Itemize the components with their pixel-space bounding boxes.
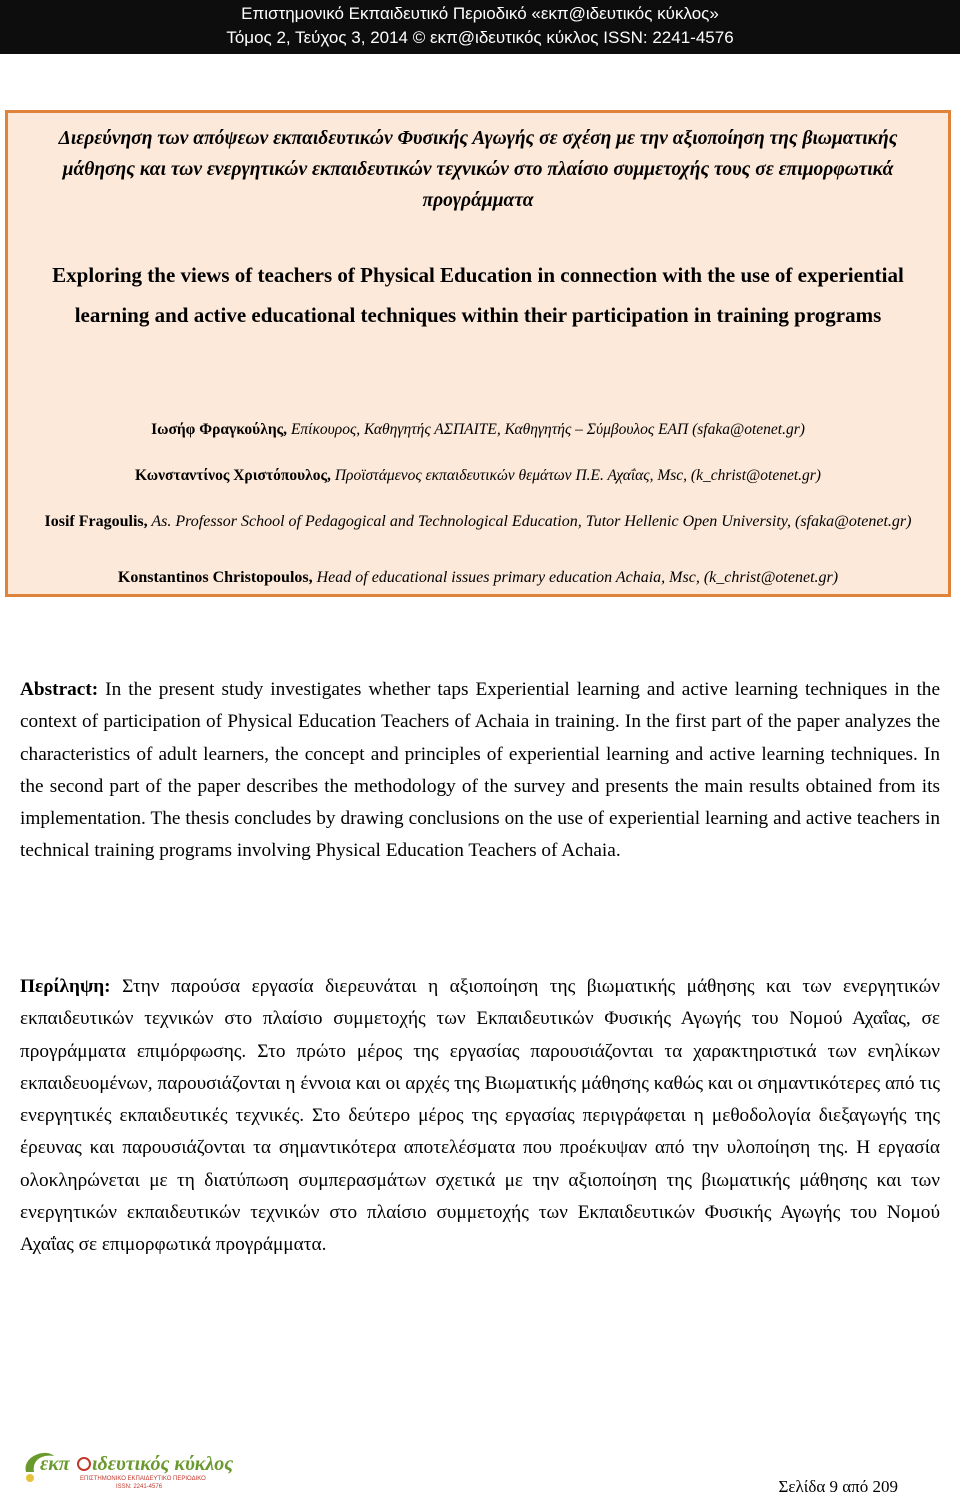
abstract-label: Abstract: — [20, 679, 99, 700]
abstract-paragraph — [20, 674, 940, 868]
title-box — [5, 110, 951, 597]
author-2 — [28, 465, 928, 486]
title-greek: Διερεύνηση των απόψεων εκπαιδευτικών Φυσικής Αγωγής σε σχέση με την αξιοποίηση της βιωματικής μάθησης και των ενεργητικών εκπαιδευτικών τεχνικών στο πλαίσιο συμμετοχής τους σε επιμορφωτικά προγράμματα — [58, 128, 898, 211]
perilipsi-paragraph — [20, 971, 940, 1262]
author-1 — [28, 419, 928, 440]
author-1-name: Ιωσήφ Φραγκούλης, — [151, 421, 288, 438]
author-4-name: Konstantinos Christopoulos, — [117, 569, 313, 586]
perilipsi-label: Περίληψη: — [20, 976, 111, 997]
svg-text:ISSN: 2241-4576: ISSN: 2241-4576 — [116, 1484, 163, 1490]
svg-text:ιδευτικός κύκλος: ιδευτικός κύκλος — [92, 1453, 234, 1475]
perilipsi-text: Στην παρούσα εργασία διερευνάται η αξιοποίηση της βιωματικής μάθησης και των ενεργητικών εκπαιδευτικών τεχνικών στο πλαίσιο συμμετοχής των Εκπαιδευτικών Φυσικής Αγωγής του Νομού Αχαΐας, σε προγράμματα επιμόρφωσης. Στο πρώτο μέρος της εργασίας παρουσιάζονται τα χαρακτηριστικά των ενηλίκων εκπαιδευομένων, παρουσιάζονται η έννοια και οι αρχές της Βιωματικής μάθησης καθώς και οι σημαντικότερες από τις ενεργητικές εκπαιδευτικές τεχνικές. Στο δεύτερο μέρος της εργασίας περιγράφεται η μεθοδολογία διεξαγωγής της έρευνας και παρουσιάζονται τα σημαντικότερα αποτελέσματα που προέκυψαν από την υλοποίηση της. Η εργασία ολοκληρώνεται με τη διατύπωση συμπερασμάτων σχετικά με την αξιοποίηση της βιωματικής μάθησης και των ενεργητικών εκπαιδευτικών τεχνικών στο πλαίσιο συμμετοχής των Εκπαιδευτικών Φυσικής Αγωγής του Νομού Αχαΐας σε επιμορφωτικά προγράμματα. — [20, 976, 940, 1256]
author-2-name: Κωνσταντίνος Χριστόπουλος, — [135, 467, 331, 484]
author-1-affiliation: Επίκουρος, Καθηγητής ΑΣΠΑΙΤΕ, Καθηγητής – Σύμβουλος ΕΑΠ (sfaka@otenet.gr) — [287, 421, 805, 438]
journal-header — [0, 0, 960, 54]
title-english: Exploring the views of teachers of Physical Education in connection with the use of experiential learning and active educational techniques within their participation in training programs — [52, 263, 904, 327]
page-number: Σελίδα 9 από 209 — [778, 1477, 898, 1496]
journal-logo — [20, 1446, 234, 1490]
author-4 — [28, 567, 928, 588]
author-4-affiliation: Head of educational issues primary education Achaia, Msc, (k_christ@otenet.gr) — [312, 569, 839, 586]
author-2-affiliation: Προϊστάμενος εκπαιδευτικών θεμάτων Π.Ε. Αχαΐας, Msc, (k_christ@otenet.gr) — [330, 467, 821, 484]
svg-text:εκπ: εκπ — [40, 1453, 70, 1475]
journal-issue: Τόμος 2, Τεύχος 3, 2014 © εκπ@ιδευτικός κύκλος ISSN: 2241-4576 — [226, 28, 734, 47]
svg-text:ΕΠΙΣΤΗΜΟΝΙΚΟ ΕΚΠΑΙΔΕΥΤΙΚΟ ΠΕΡΙ: ΕΠΙΣΤΗΜΟΝΙΚΟ ΕΚΠΑΙΔΕΥΤΙΚΟ ΠΕΡΙΟΔΙΚΟ — [80, 1476, 206, 1482]
journal-title: Επιστημονικό Εκπαιδευτικό Περιοδικό «εκπ@ιδευτικός κύκλος» — [241, 4, 719, 23]
author-3-affiliation: As. Professor School of Pedagogical and Technological Education, Tutor Hellenic Open University, (sfaka@otenet.gr) — [147, 513, 912, 530]
author-3-name: Iosif Fragoulis, — [44, 513, 148, 530]
abstract-text: In the present study investigates whether taps Experiential learning and active learning techniques in the context of participation of Physical Education Teachers of Achaia in training. In the first part of the paper analyzes the characteristics of adult learners, the concept and principles of experiential learning and active learning techniques. In the second part of the paper describes the methodology of the survey and presents the main results obtained from its implementation. The thesis concludes by drawing conclusions on the use of experiential learning and active teachers in technical training programs involving Physical Education Teachers of Achaia. — [20, 679, 940, 862]
author-3 — [28, 509, 928, 534]
logo-graphic — [20, 1446, 234, 1490]
